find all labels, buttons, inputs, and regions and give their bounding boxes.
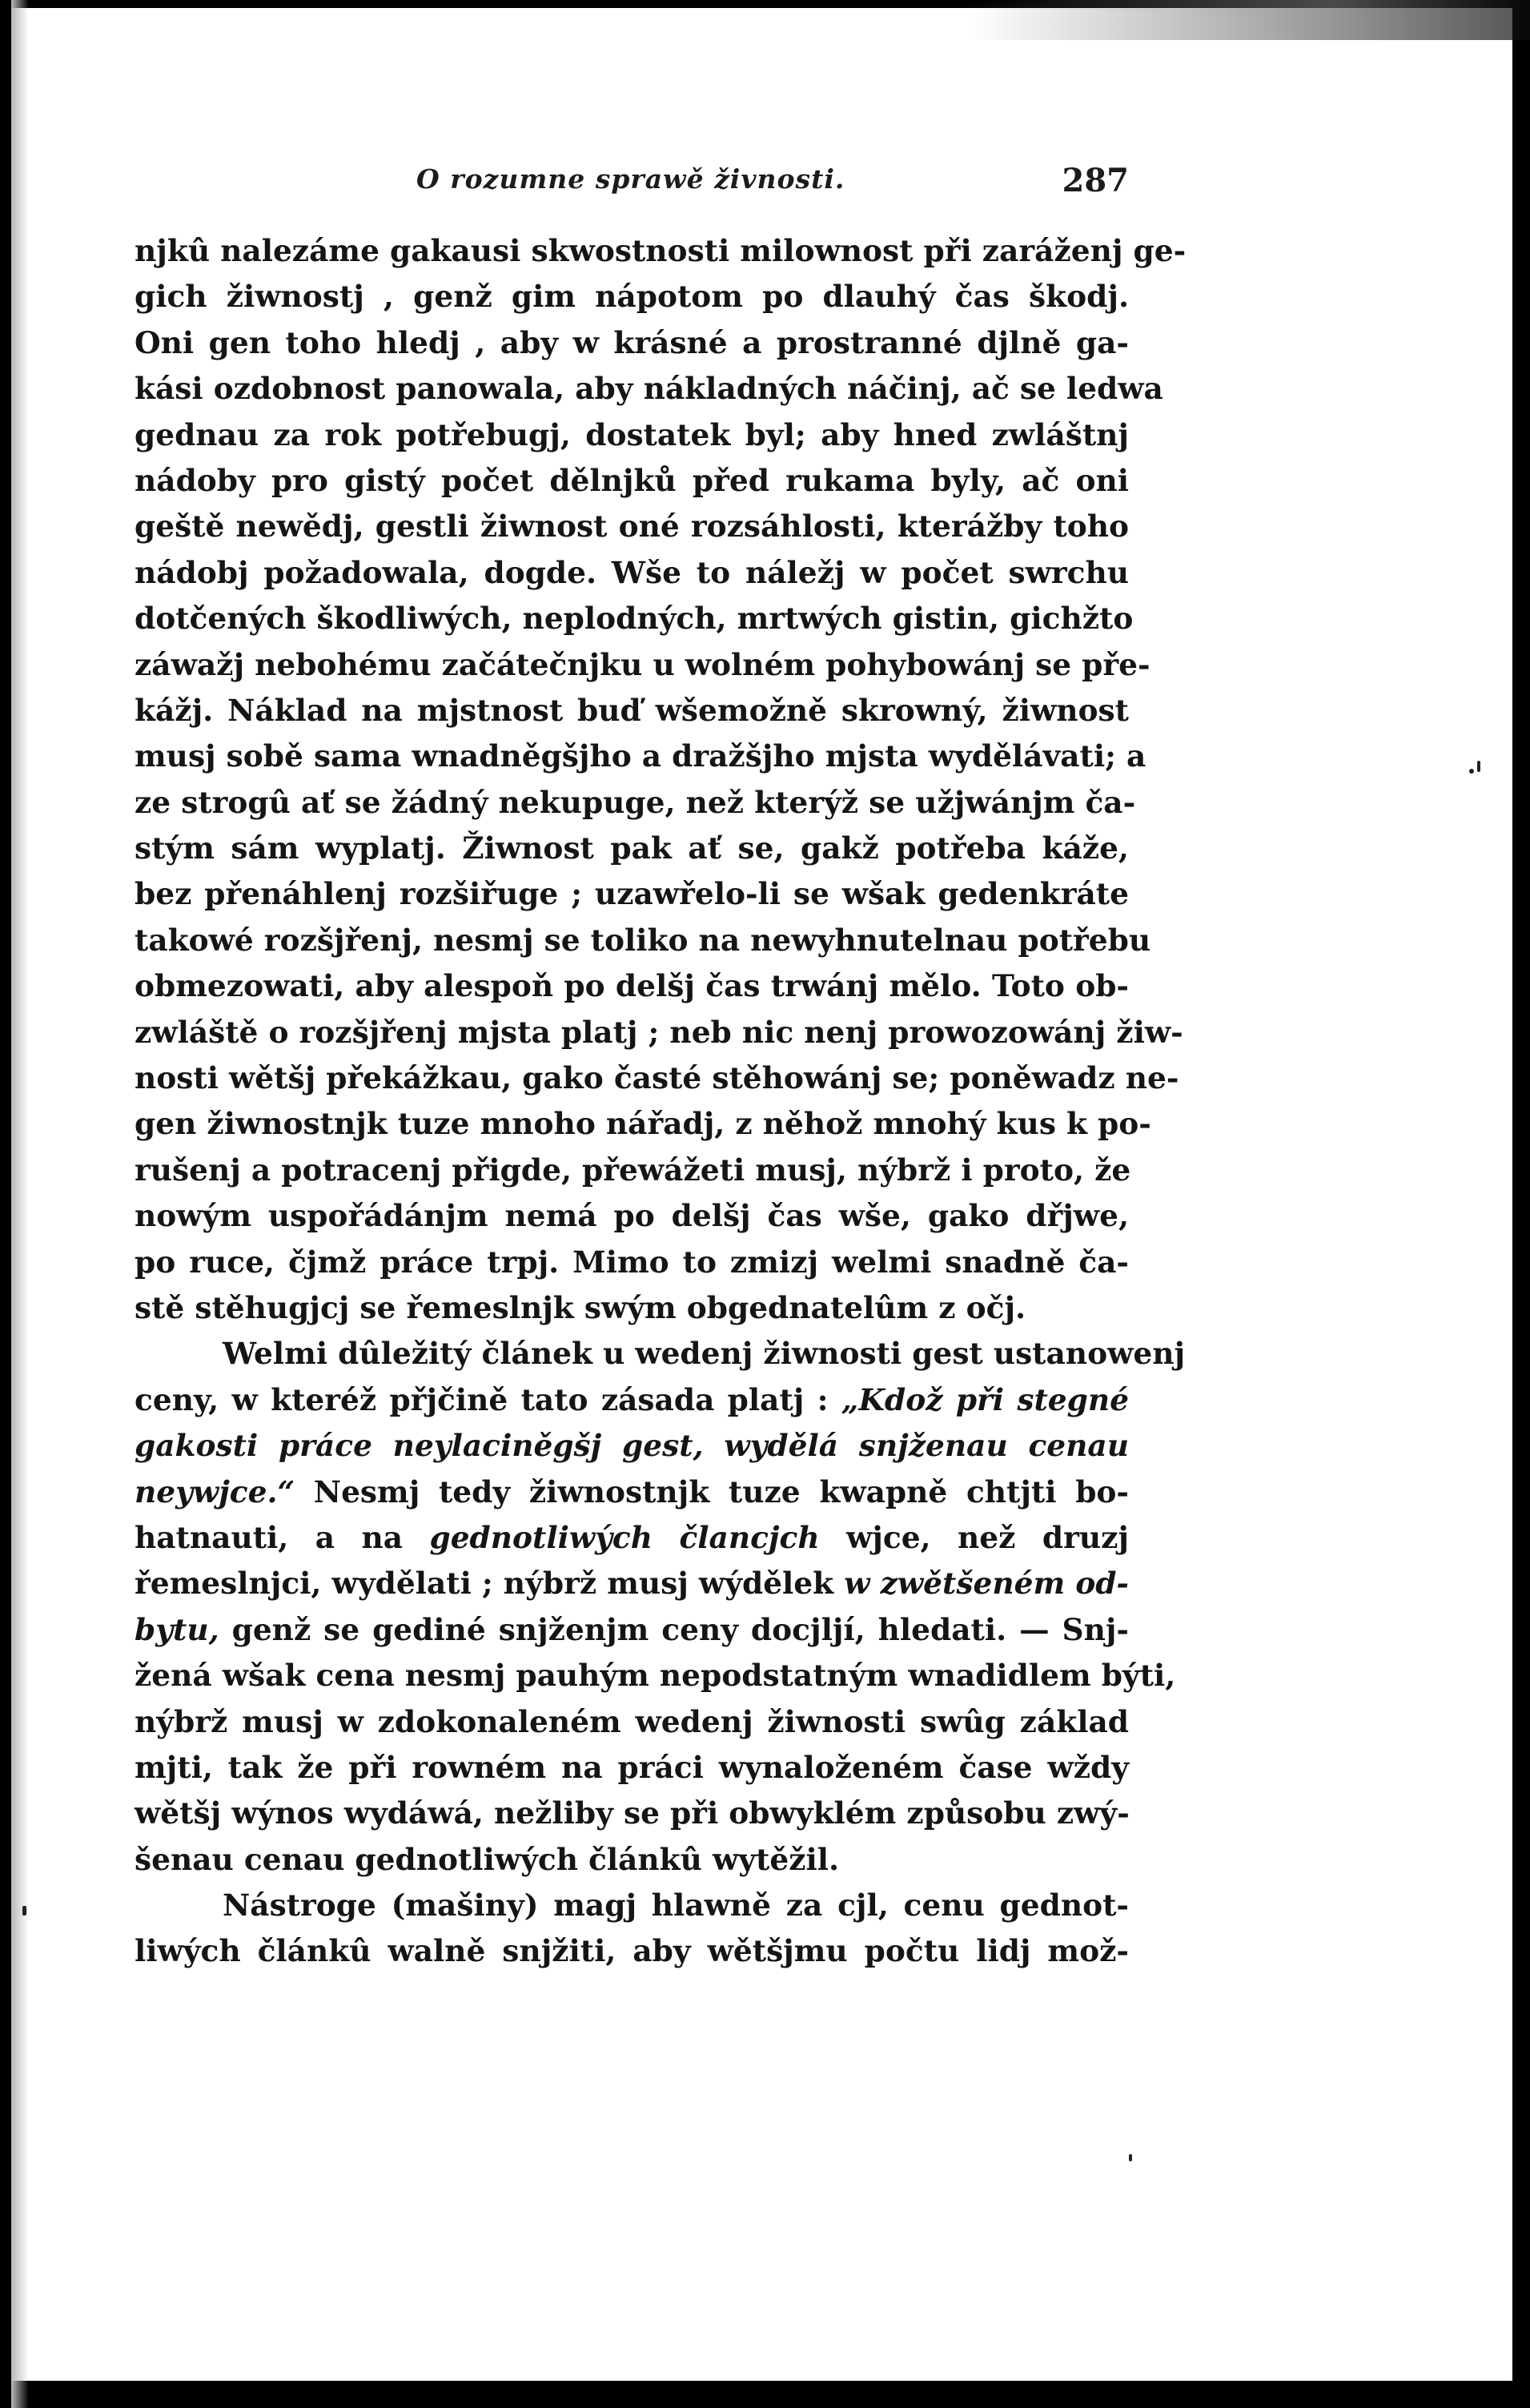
text-line: nosti wětšj překážkau, gako časté stěhowánj se; poněwadz ne- [135, 1060, 1179, 1096]
text-line: žená wšak cena nesmj pauhým nepodstatným wnadidlem býti, [135, 1658, 1176, 1694]
text-line: po ruce, čjmž práce trpj. Mimo to zmizj welmi snadně ča- [135, 1244, 1129, 1280]
text-line: wětšj wýnos wydáwá, nežliby se při obwyklém způsobu zwý- [135, 1795, 1130, 1831]
text-line: neywjce.“ Nesmj tedy žiwnostnjk tuze kwapně chtjti bo- [135, 1473, 1129, 1510]
text-line: gakosti práce neylaciněgšj gest, wydělá snjženau cenau [135, 1428, 1129, 1464]
page-header [120, 160, 1129, 216]
text-line: njkû nalezáme gakausi skwostnosti milownost při zaráženj ge- [135, 233, 1187, 268]
text-line: kási ozdobnost panowala, aby nákladných náčinj, ač se ledwa [135, 371, 1163, 407]
text-line: Oni gen toho hledj , aby w krásné a prostranné djlně ga- [135, 324, 1129, 360]
text-line: zwláště o rozšjřenj mjsta platj ; neb nic nenj prowozowánj žiw- [135, 1014, 1183, 1050]
text-line: Welmi dûležitý článek u wedenj žiwnosti gest ustanowenj [223, 1336, 1186, 1372]
scan-speck [1477, 761, 1480, 772]
scan-shadow-left [11, 0, 29, 2408]
text-line: gednau za rok potřebugj, dostatek byl; aby hned zwláštnj [135, 416, 1129, 452]
text-line: nádobj požadowala, dogde. Wše to náležj w počet swrchu [135, 554, 1129, 590]
text-line: mjti, tak že při rowném na práci wynaloženém čase wždy [135, 1749, 1129, 1785]
text-line: gich žiwnostj , genž gim nápotom po dlauhý čas škodj. [135, 279, 1129, 315]
text-line: bez přenáhlenj rozšiřuge ; uzawřelo-li se wšak gedenkráte [135, 876, 1129, 912]
text-line: nýbrž musj w zdokonaleném wedenj žiwnosti swûg základ [135, 1703, 1129, 1739]
text-line: gen žiwnostnjk tuze mnoho nářadj, z něhož mnohý kus k po- [135, 1106, 1151, 1142]
text-line: stě stěhugjcj se řemeslnjk swým obgednatelûm z očj. [135, 1289, 1026, 1325]
text-line: záwažj nebohému začátečnjku u wolném pohybowánj se pře- [135, 646, 1151, 682]
text-line: ze strogû ať se žádný nekupuge, než kterýž se užjwánjm ča- [135, 784, 1136, 820]
scan-speck [1129, 2154, 1132, 2161]
text-line: musj sobě sama wnadněgšjho a dražšjho mjsta wydělávati; a [135, 738, 1146, 774]
text-line: nádoby pro gistý počet dělnjků před rukama byly, ač oni [135, 462, 1129, 498]
text-line: nowým uspořádánjm nemá po delšj čas wše, gako dřjwe, [135, 1198, 1129, 1234]
text-line: rušenj a potracenj přigde, přewážeti musj, nýbrž i proto, že [135, 1152, 1131, 1188]
text-line: ceny, w kteréž přjčině tato zásada platj : „Kdož při stegné [135, 1381, 1129, 1417]
text-line: dotčených škodliwých, neplodných, mrtwých gistin, gichžto [135, 601, 1134, 637]
scan-shadow-top [970, 0, 1530, 40]
scan-speck [22, 1906, 26, 1916]
text-line: bytu, genž se gediné snjženjm ceny docjljí, hledati. — Snj- [135, 1611, 1129, 1647]
text-line: řemeslnjci, wydělati ; nýbrž musj wýdělek w zwětšeném od- [135, 1566, 1129, 1602]
text-line: stým sám wyplatj. Žiwnost pak ať se, gakž potřeba káže, [135, 830, 1129, 866]
body-text [135, 228, 1187, 1975]
page-number: 287 [1062, 162, 1129, 199]
text-line: liwých článkû walně snjžiti, aby wětšjmu počtu lidj mož- [135, 1933, 1129, 1969]
text-line: šenau cenau gednotliwých článkû wytěžil. [135, 1841, 840, 1877]
text-line: geště newědj, gestli žiwnost oné rozsáhlosti, kterážby toho [135, 509, 1129, 545]
text-line: kážj. Náklad na mjstnost buď wšemožně skrowný, žiwnost [135, 692, 1129, 728]
text-line: takowé rozšjřenj, nesmj se toliko na newyhnutelnau potřebu [135, 922, 1151, 958]
text-line: Nástroge (mašiny) magj hlawně za cjl, cenu gednot- [223, 1887, 1129, 1924]
text-line: hatnauti, a na gednotliwých člancjch wjce, než druzj [135, 1519, 1129, 1555]
text-line: obmezowati, aby alespoň po delšj čas trwánj mělo. Toto ob- [135, 968, 1129, 1004]
scan-speck [1469, 769, 1474, 774]
running-title: O rozumne sprawě živnosti. [416, 163, 845, 195]
